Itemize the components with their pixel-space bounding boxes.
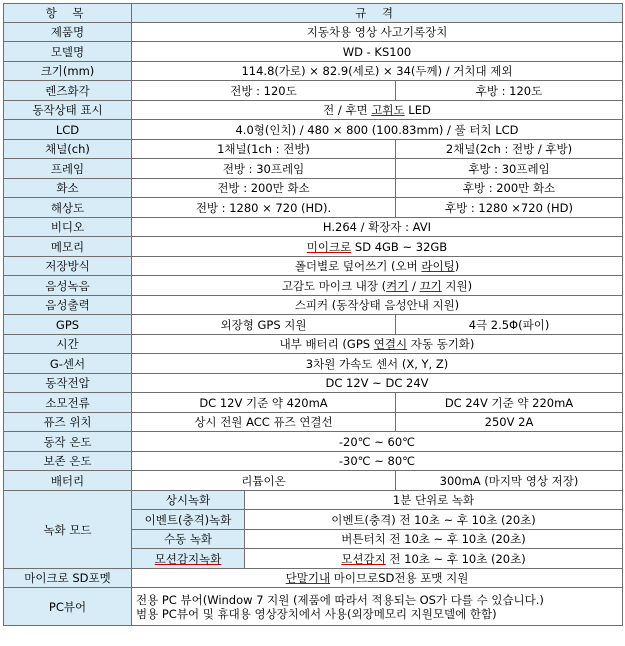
value-model: WD - KS100: [132, 42, 623, 62]
value-battery-right: 300mA (마지막 영상 저장): [396, 471, 623, 491]
label-voltage: 동작전압: [4, 374, 132, 393]
row-sd-format: [4, 569, 623, 588]
value-rec-manual: 버튼터치 전 10초 ~ 후 10초 (20초): [245, 530, 623, 549]
label-resolution: 해상도: [4, 198, 132, 218]
value-rec-continuous: 1분 단위로 녹화: [245, 491, 623, 510]
value-pixel-rear: 후방 : 200만 화소: [396, 179, 623, 198]
row-video: [4, 218, 623, 237]
label-channel: 채널(ch): [4, 140, 132, 159]
label-op-temp: 동작 온도: [4, 432, 132, 452]
row-resolution: [4, 198, 623, 218]
value-current-left: DC 12V 기준 약 420mA: [132, 393, 396, 413]
row-status: [4, 101, 623, 120]
value-channel-rear: 2채널(2ch : 전방 / 후방): [396, 140, 623, 159]
value-audio-out: 스피커 (동작상태 음성안내 지원): [132, 296, 623, 315]
value-lcd: 4.0형(인치) / 480 × 800 (100.83mm) / 풀 터치 LCD: [132, 120, 623, 140]
row-rec-continuous: [4, 491, 623, 510]
label-sd-format: 마이크로 SD포멧: [4, 569, 132, 588]
value-rec-audio-b: 켜기: [386, 278, 409, 293]
value-status-a: 전 / 후면: [323, 103, 372, 117]
row-frame: [4, 159, 623, 179]
value-fuse-left: 상시 전원 ACC 퓨즈 연결선: [132, 413, 396, 432]
label-video: 비디오: [4, 218, 132, 237]
row-memory: [4, 237, 623, 257]
label-rec-motion: [132, 549, 245, 569]
label-rec-mode: 녹화 모드: [4, 491, 132, 569]
value-memory-b: SD 4GB ~ 32GB: [351, 239, 448, 254]
value-rec-motion-a: 모션감지: [341, 551, 386, 566]
value-time-c: 자동 동기화): [407, 337, 475, 351]
value-pc-viewer: [132, 588, 623, 626]
label-fuse: 퓨즈 위치: [4, 413, 132, 432]
label-rec-event: 이벤트(충격)녹화: [132, 510, 245, 530]
label-model: 모델명: [4, 42, 132, 62]
label-rec-continuous: 상시녹화: [132, 491, 245, 510]
row-product: [4, 23, 623, 42]
row-fuse: [4, 413, 623, 432]
value-rec-audio-e: 지원): [441, 278, 473, 293]
value-storage-b: 라이팅: [421, 259, 455, 273]
label-lens: 렌즈화각: [4, 81, 132, 101]
value-pixel-front: 전방 : 200만 화소: [132, 179, 396, 198]
value-time-a: 내부 배터리 (GPS: [279, 337, 374, 351]
label-rec-audio: 음성녹음: [4, 276, 132, 296]
value-lens-rear: 후방 : 120도: [396, 81, 623, 101]
row-audio-out: [4, 296, 623, 315]
row-gps: [4, 315, 623, 335]
label-current: 소모전류: [4, 393, 132, 413]
value-rec-audio-d: 끄기: [419, 278, 442, 293]
value-voltage: DC 12V ~ DC 24V: [132, 374, 623, 393]
label-status: 동작상태 표시: [4, 101, 132, 120]
value-resolution-front: 전방 : 1280 × 720 (HD).: [132, 198, 396, 218]
row-pc-viewer: [4, 588, 623, 626]
label-rec-motion-text: 모션감지녹화: [154, 551, 222, 566]
row-store-temp: [4, 452, 623, 471]
spec-table-container: [3, 3, 622, 643]
value-frame-front: 전방 : 30프레임: [132, 159, 396, 179]
row-lens: [4, 81, 623, 101]
value-size: 114.8(가로) × 82.9(세로) × 34(두께) / 거치대 제외: [132, 62, 623, 81]
label-store-temp: 보존 온도: [4, 452, 132, 471]
value-current-right: DC 24V 기준 약 220mA: [396, 393, 623, 413]
value-frame-rear: 후방 : 30프레임: [396, 159, 623, 179]
row-pixel: [4, 179, 623, 198]
value-battery-left: 리튬이온: [132, 471, 396, 491]
label-pc-viewer: PC뷰어: [4, 588, 132, 626]
row-op-temp: [4, 432, 623, 452]
value-storage: [132, 257, 623, 276]
row-channel: [4, 140, 623, 159]
row-size: [4, 62, 623, 81]
value-store-temp: -30℃ ~ 80℃: [132, 452, 623, 471]
value-resolution-rear: 후방 : 1280 ×720 (HD): [396, 198, 623, 218]
label-battery: 배터리: [4, 471, 132, 491]
value-memory-a: 미이크로: [306, 239, 352, 254]
label-rec-manual: 수동 녹화: [132, 530, 245, 549]
value-sd-format-a: 단말기내: [285, 571, 331, 585]
value-sd-format-b: 마이므로SD전용 포맷 지원: [330, 571, 469, 585]
label-lcd: LCD: [4, 120, 132, 140]
row-time: [4, 335, 623, 354]
row-storage: [4, 257, 623, 276]
value-memory: [132, 237, 623, 257]
row-gsensor: [4, 354, 623, 374]
value-channel-front: 1채널(1ch : 전방): [132, 140, 396, 159]
value-rec-audio-a: 고감도 마이크 내장 (: [281, 278, 387, 293]
value-gps-right: 4극 2.5Φ(파이): [396, 315, 623, 335]
value-rec-audio: [132, 276, 623, 296]
value-sd-format: [132, 569, 623, 588]
label-memory: 메모리: [4, 237, 132, 257]
row-current: [4, 393, 623, 413]
value-fuse-right: 250V 2A: [396, 413, 623, 432]
row-rec-audio: [4, 276, 623, 296]
label-storage: 저장방식: [4, 257, 132, 276]
value-rec-motion: [245, 549, 623, 569]
label-pixel: 화소: [4, 179, 132, 198]
value-rec-motion-b: 전 10초 ~ 후 10초 (20초): [385, 551, 526, 566]
value-lens-front: 전방 : 120도: [132, 81, 396, 101]
value-status-b: 고휘도: [371, 103, 405, 117]
value-time-b: 연결시: [373, 337, 408, 351]
value-time: [132, 335, 623, 354]
label-product: 제품명: [4, 23, 132, 42]
label-size: 크기(mm): [4, 62, 132, 81]
header-row: [4, 4, 623, 23]
value-pc-viewer-line1: 전용 PC 뷰어(Window 7 지원 (제품에 따라서 적용되는 OS가 다를 수 있습니다.): [136, 592, 544, 607]
value-op-temp: -20℃ ~ 60℃: [132, 432, 623, 452]
value-product: 지동차용 영상 사고기록장치: [132, 23, 623, 42]
label-gps: GPS: [4, 315, 132, 335]
row-battery: [4, 471, 623, 491]
header-item: 항 목: [4, 4, 132, 23]
value-storage-a: 폴더별로 덮어쓰기 (오버: [294, 259, 422, 273]
label-gsensor: G-센서: [4, 354, 132, 374]
row-model: [4, 42, 623, 62]
value-pc-viewer-line2: 범용 PC뷰어 및 휴대용 영상장치에서 사용(외장메모리 지원모델에 한함): [136, 606, 497, 621]
label-frame: 프레임: [4, 159, 132, 179]
value-rec-event: 이벤트(충격) 전 10초 ~ 후 10초 (20초): [245, 510, 623, 530]
row-voltage: [4, 374, 623, 393]
label-audio-out: 음성출력: [4, 296, 132, 315]
value-storage-c: ): [454, 259, 460, 273]
header-spec: 규 격: [132, 4, 623, 23]
row-lcd: [4, 120, 623, 140]
value-gsensor: 3차원 가속도 센서 (X, Y, Z): [132, 354, 623, 374]
spec-table: [3, 3, 623, 626]
label-time: 시간: [4, 335, 132, 354]
value-rec-audio-c: /: [408, 278, 420, 293]
value-gps-left: 외장형 GPS 지원: [132, 315, 396, 335]
value-status: [132, 101, 623, 120]
value-status-c: LED: [404, 103, 431, 117]
value-video: H.264 / 확장자 : AVI: [132, 218, 623, 237]
